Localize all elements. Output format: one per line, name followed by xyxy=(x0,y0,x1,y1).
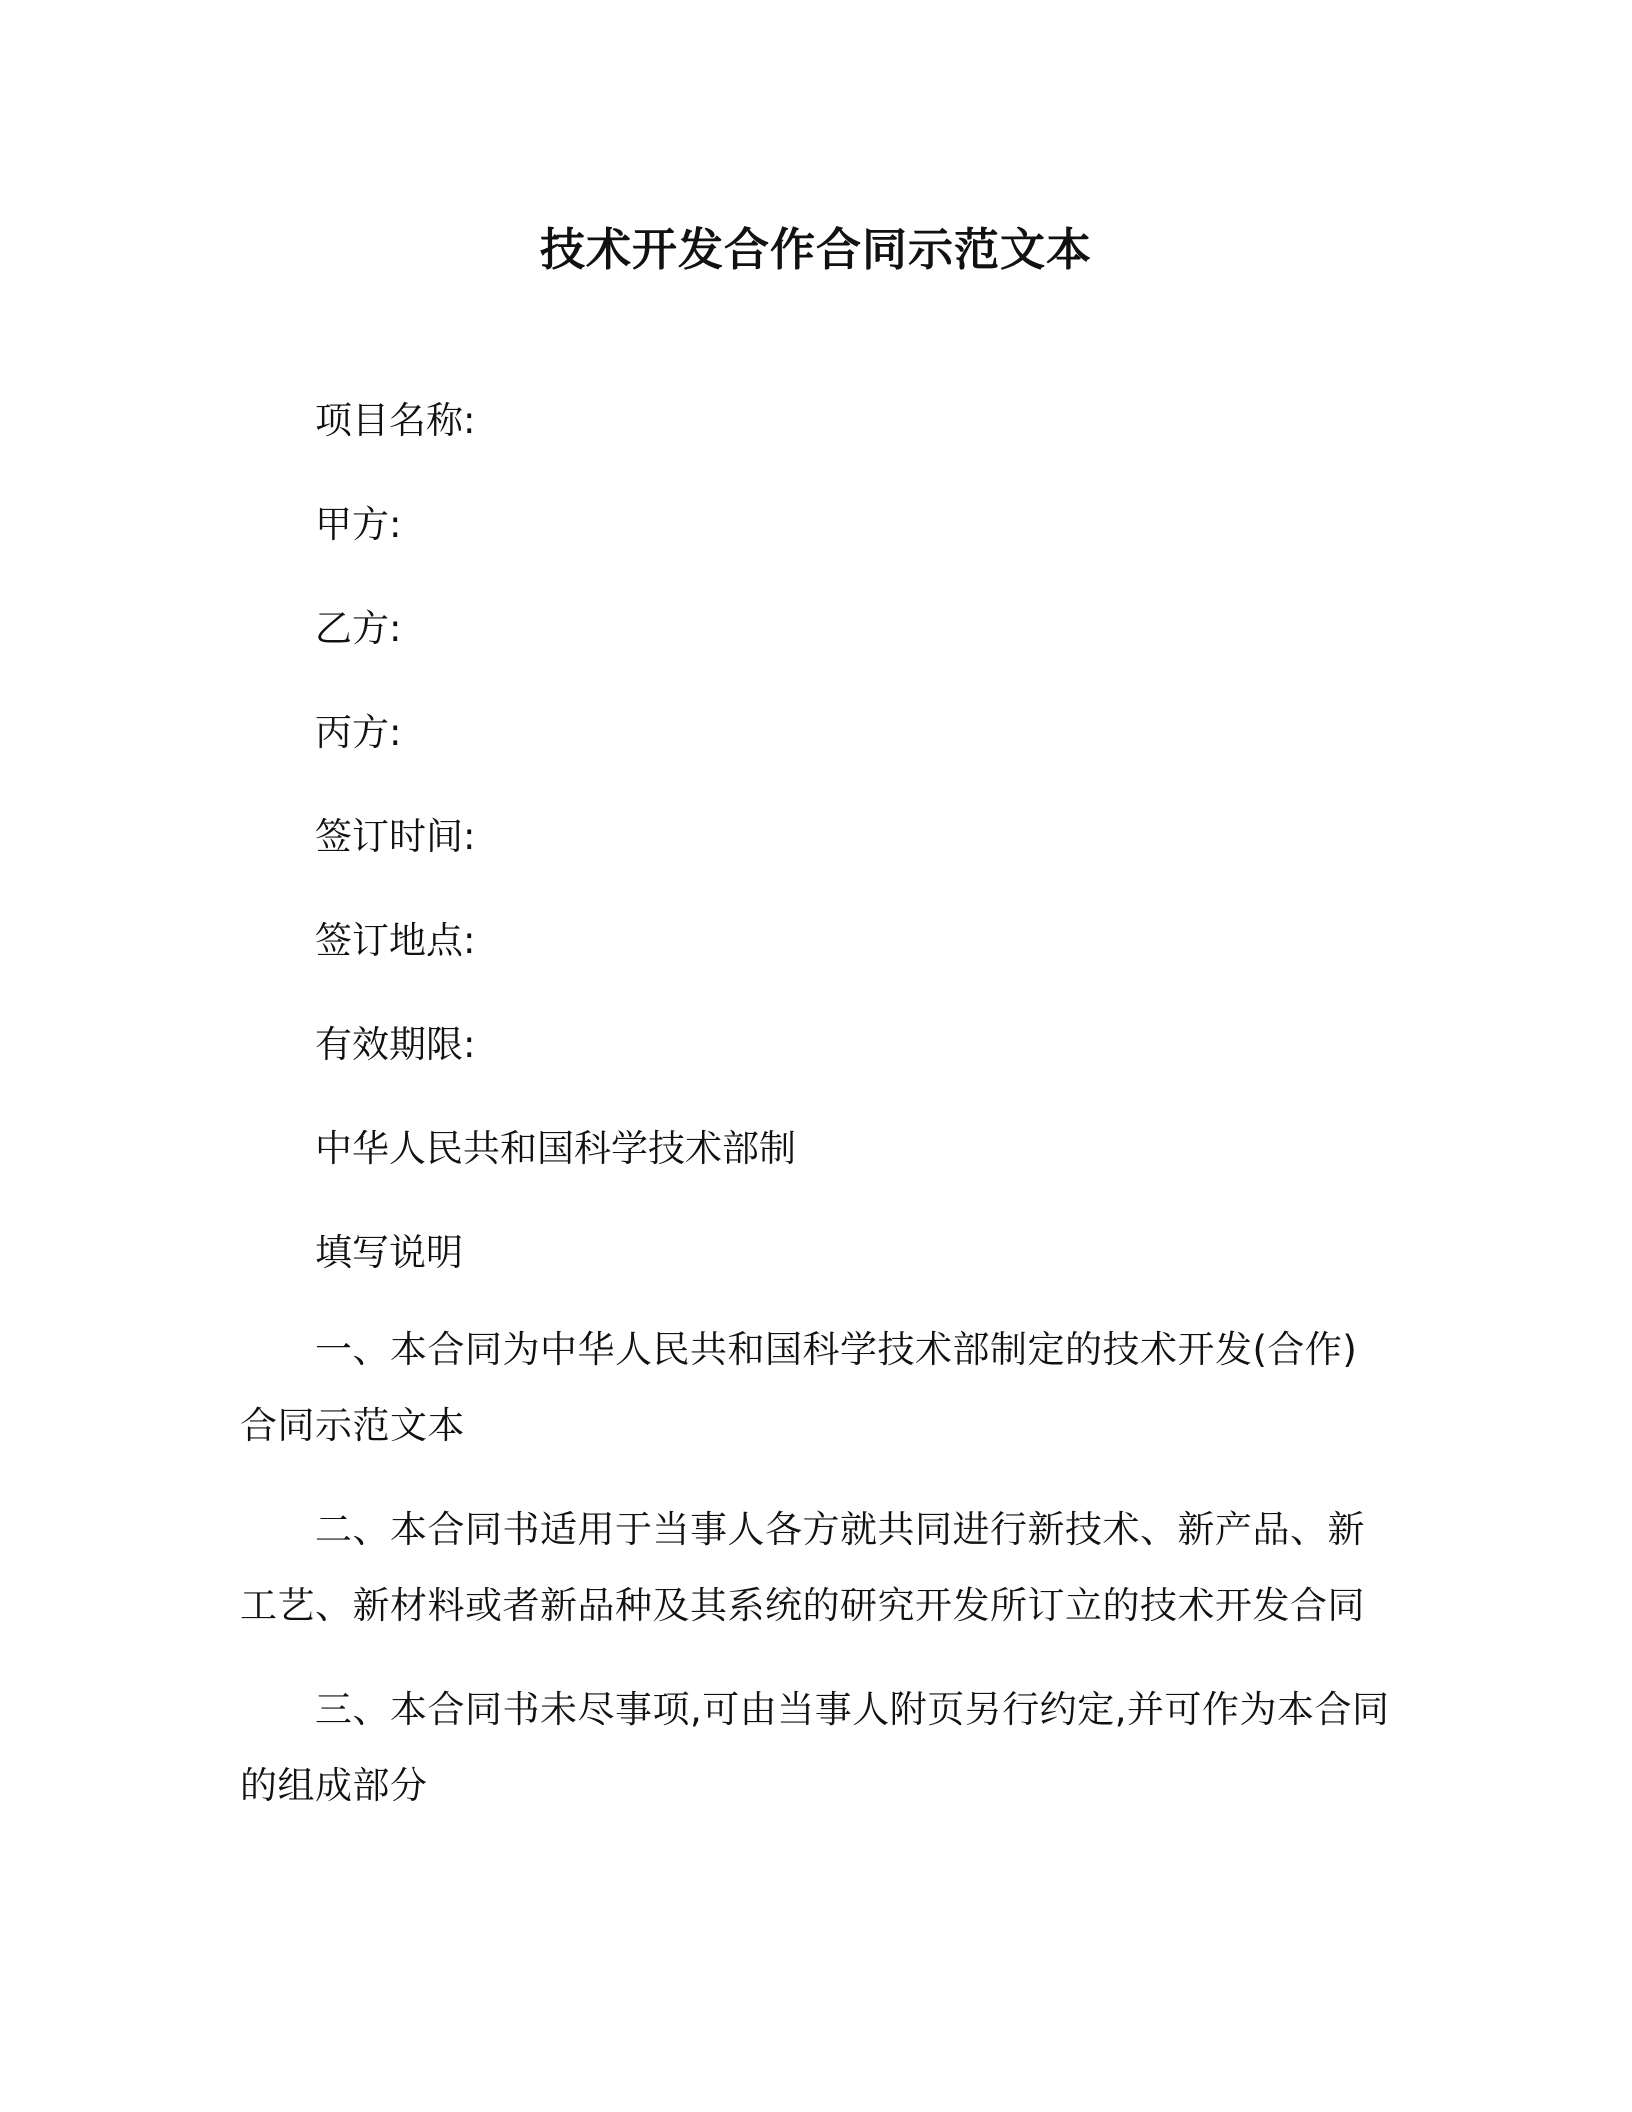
instruction-paragraph-2: 二、本合同书适用于当事人各方就共同进行新技术、新产品、新工艺、新材料或者新品种及其系统的研究开发所订立的技术开发合同 xyxy=(240,1508,1365,1627)
instruction-paragraph-1: 一、本合同为中华人民共和国科学技术部制定的技术开发(合作)合同示范文本 xyxy=(240,1328,1358,1447)
field-project-name: 项目名称: xyxy=(315,399,476,442)
issuer-line: 中华人民共和国科学技术部制 xyxy=(315,1127,796,1170)
field-validity-period: 有效期限: xyxy=(315,1023,476,1066)
document-title: 技术开发合作合同示范文本 xyxy=(539,223,1092,276)
field-party-b: 乙方: xyxy=(315,607,402,650)
instruction-paragraph-3: 三、本合同书未尽事项,可由当事人附页另行约定,并可作为本合同的组成部分 xyxy=(240,1688,1390,1807)
field-party-c: 丙方: xyxy=(315,711,402,754)
instructions-heading: 填写说明 xyxy=(315,1231,463,1274)
field-signing-place: 签订地点: xyxy=(315,919,476,962)
field-party-a: 甲方: xyxy=(315,503,402,546)
field-signing-time: 签订时间: xyxy=(315,815,476,858)
